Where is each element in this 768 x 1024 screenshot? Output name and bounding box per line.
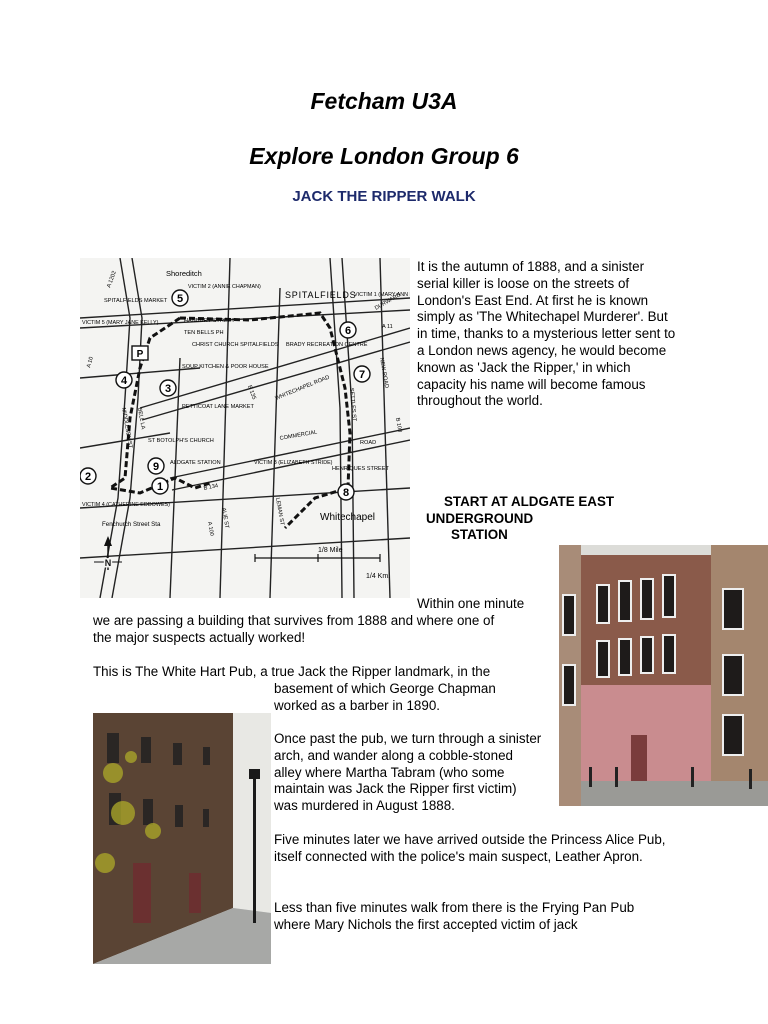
princess-alice-paragraph: Five minutes later we have arrived outside the Princess Alice Pub, itself connected with the police's main suspect, Leather Apron. [274,832,666,864]
route-map-drawing [80,258,410,598]
street-durward: DURWARD [374,292,403,312]
label-henriques-street: HENRIQUES STREET [332,466,389,472]
route-marker-1: 1 [156,481,164,493]
map-label-spitalfields: SPITALFIELDS [285,290,357,300]
scale-km: 1/4 Km. [366,573,391,580]
within-minute-line1: Within one minute [417,596,525,611]
white-hart-line1: This is The White Hart Pub, a true Jack the Ripper landmark, in the [93,664,491,679]
route-marker-9: 9 [152,461,160,473]
route-marker-3: 3 [164,383,172,395]
street-b135: B 135 [246,384,257,401]
alley-photo-drawing [93,713,271,964]
white-hart-line3: worked as a barber in 1890. [274,698,440,713]
label-aldgate-station: ALDGATE STATION [170,460,221,466]
street-a100: A 100 [206,521,215,537]
route-marker-5: 5 [176,293,184,305]
label-hanbury-street: HANBURY STREET [184,318,235,324]
within-minute-line3: the major suspects actually worked! [93,630,306,645]
street-alie-st: ALIE ST [220,507,230,529]
walk-title: JACK THE RIPPER WALK [292,188,476,205]
label-soup-kitchen: SOUP KITCHEN & POOR HOUSE [182,364,269,370]
label-victim5: VICTIM 5 (MARY JANE KELLY) [82,320,159,326]
label-brady-centre: BRADY RECREATION CENTRE [286,342,368,348]
street-a10: A 10 [86,356,95,369]
label-spitalfields-market: SPITALFIELDS MARKET [104,298,168,304]
page-subtitle: Explore London Group 6 [249,143,519,169]
street-new-road: NEW ROAD [378,357,390,389]
street-whitechapel-road: WHITECHAPEL ROAD [274,374,331,402]
label-victim4: VICTIM 4 (CATHERINE EDDOWES) [82,502,170,508]
route-marker-6: 6 [344,325,352,337]
start-heading-line1: START AT ALDGATE EAST [444,494,615,509]
white-hart-photo [559,545,768,806]
alley-photo [93,713,271,964]
compass-label: N [104,558,112,568]
street-settles-st: SETTLES ST [348,387,357,422]
intro-paragraph: It is the autumn of 1888, and a sinister serial killer is loose on the streets of London's East End. At first he is known simply as 'The Whitechapel Murderer'. But in time, thanks to a mysterious letter sent to a London news agency, he would become known as 'Jack the Ripper,' in which capacity his name will become famous throughout the world. [417,259,676,409]
parking-label: P [136,349,144,360]
label-victim1: VICTIM 1 (MARY ANN [354,292,409,298]
within-minute-line2: we are passing a building that survives from 1888 and where one of [93,613,495,628]
street-a11: A 11 [382,324,393,330]
page-title: Fetcham U3A [310,88,458,114]
route-marker-7: 7 [358,369,366,381]
label-victim3: VICTIM 3 (ELIZABETH STRIDE) [254,460,333,466]
street-b134: B 134 [203,483,219,492]
white-hart-line2: basement of which George Chapman [274,681,496,696]
label-victim2: VICTIM 2 (ANNIE CHAPMAN) [188,284,261,290]
route-marker-8: 8 [342,487,350,499]
street-commercial: COMMERCIAL [279,429,318,442]
label-christ-church: CHRIST CHURCH SPITALFIELDS [192,342,279,348]
scale-mile: 1/8 Mile [318,547,343,554]
route-map [80,258,410,598]
start-heading-line3: STATION [451,527,508,542]
route-marker-4: 4 [120,375,128,387]
frying-pan-paragraph: Less than five minutes walk from there is the Frying Pan Pub where Mary Nichols the first accepted victim of jack [274,900,635,932]
map-label-whitechapel: Whitechapel [320,512,376,523]
white-hart-photo-drawing [559,545,768,806]
route-marker-2: 2 [84,471,92,483]
street-b108: B 108 [394,417,403,433]
label-ten-bells: TEN BELLS PH [184,330,224,336]
label-petticoat-lane: PETTICOAT LANE MARKET [182,404,254,410]
street-bell-la: BELL LA [136,407,146,430]
map-label-shoreditch: Shoreditch [166,269,202,278]
street-a1202: A 1202 [106,270,118,289]
street-leman-st: LEMAN ST [274,497,285,526]
street-road: ROAD [360,440,377,446]
label-st-botolphs: ST BOTOLPH'S CHURCH [148,438,214,444]
arch-paragraph: Once past the pub, we turn through a sinister arch, and wander along a cobble-stoned alley where Martha Tabram (who some maintain was Jack the Ripper first victim) was murdered in August 1888. [274,731,542,814]
start-heading-line2: UNDERGROUND [426,511,534,526]
street-middlesex-st: MIDDLESEX ST [120,407,134,449]
map-label-fenchurch: Fenchurch Street Sta [102,521,161,528]
